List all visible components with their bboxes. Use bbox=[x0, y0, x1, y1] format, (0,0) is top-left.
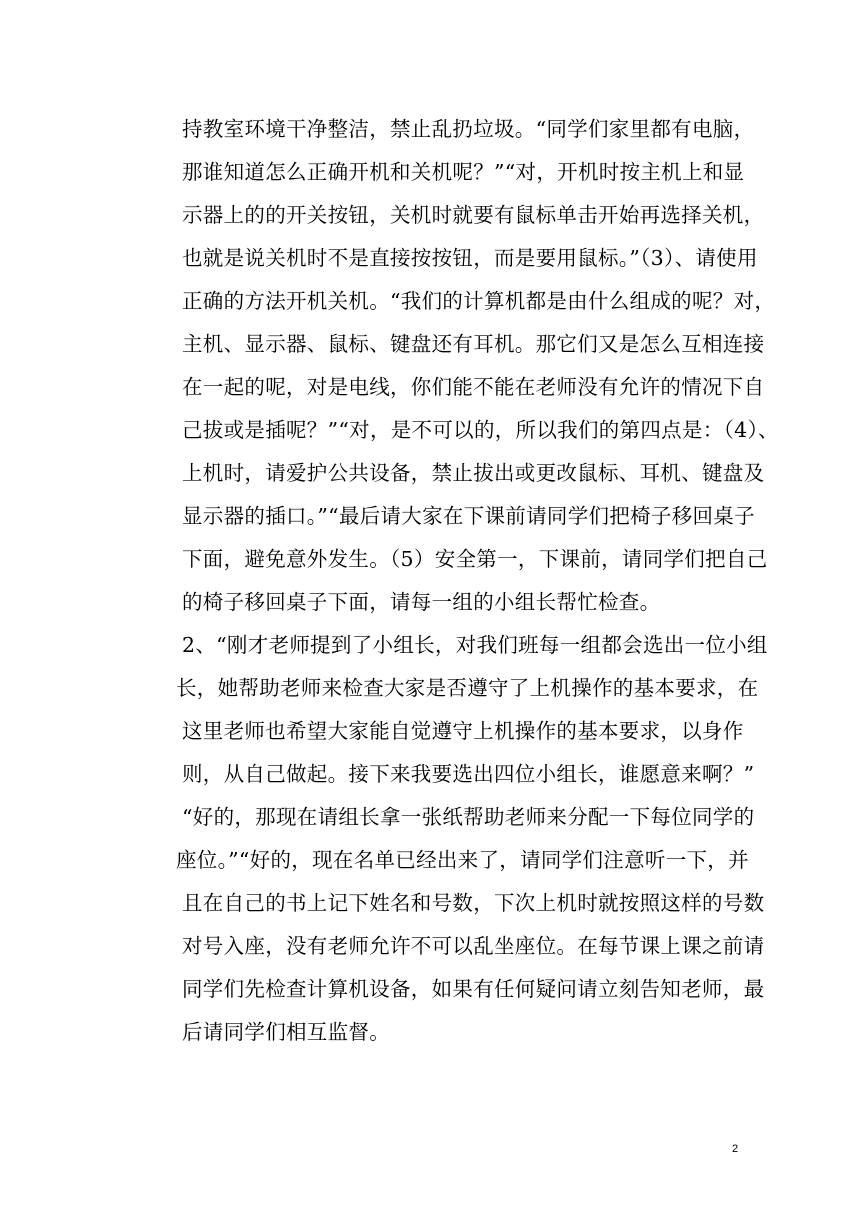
body-text-line: 的椅子移回桌子下面，请每一组的小组长帮忙检查。 bbox=[182, 590, 661, 614]
body-text-line: 同学们先检查计算机设备，如果有任何疑问请立刻告知老师，最 bbox=[182, 977, 765, 1001]
body-text-line: 长，她帮助老师来检查大家是否遵守了上机操作的基本要求，在 bbox=[176, 676, 759, 700]
body-text-line: 那谁知道怎么正确开机和关机呢？”“对，开机时按主机上和显 bbox=[182, 160, 745, 184]
body-text-line: 持教室环境干净整洁，禁止乱扔垃圾。“同学们家里都有电脑， bbox=[182, 117, 755, 141]
body-text-line: 己拔或是插呢？”“对，是不可以的，所以我们的第四点是：（4）、 bbox=[182, 418, 779, 442]
body-text-line: 且在自己的书上记下姓名和号数，下次上机时就按照这样的号数 bbox=[182, 891, 765, 915]
body-text-line: “好的，那现在请组长拿一张纸帮助老师来分配一下每位同学的 bbox=[182, 805, 755, 829]
body-text-line: 座位。”“好的，现在名单已经出来了，请同学们注意听一下，并 bbox=[176, 848, 749, 872]
body-text-line: 也就是说关机时不是直接按按钮，而是要用鼠标。”（3）、请使用 bbox=[182, 246, 758, 270]
body-text-line: 在一起的呢，对是电线，你们能不能在老师没有允许的情况下自 bbox=[182, 375, 765, 399]
body-text-line: 主机、显示器、鼠标、键盘还有耳机。那它们又是怎么互相连接 bbox=[182, 332, 765, 356]
body-text-line: 示器上的的开关按钮，关机时就要有鼠标单击开始再选择关机， bbox=[182, 203, 765, 227]
body-text-line: 正确的方法开机关机。“我们的计算机都是由什么组成的呢？对， bbox=[182, 289, 776, 313]
body-text-line: 则，从自己做起。接下来我要选出四位小组长，谁愿意来啊？” bbox=[182, 762, 755, 786]
body-text-line: 对号入座，没有老师允许不可以乱坐座位。在每节课上课之前请 bbox=[182, 934, 765, 958]
body-text-line: 上机时，请爱护公共设备，禁止拔出或更改鼠标、耳机、键盘及 bbox=[182, 461, 765, 485]
body-text-line: 后请同学们相互监督。 bbox=[182, 1020, 390, 1044]
body-text-line: 2、“刚才老师提到了小组长，对我们班每一组都会选出一位小组 bbox=[182, 633, 768, 657]
body-text-line: 下面，避免意外发生。（5）安全第一，下课前，请同学们把自己 bbox=[182, 547, 768, 571]
body-text-line: 显示器的插口。”“最后请大家在下课前请同学们把椅子移回桌子 bbox=[182, 504, 755, 528]
page-number: 2 bbox=[732, 1143, 739, 1155]
body-text-line: 这里老师也希望大家能自觉遵守上机操作的基本要求，以身作 bbox=[182, 719, 744, 743]
